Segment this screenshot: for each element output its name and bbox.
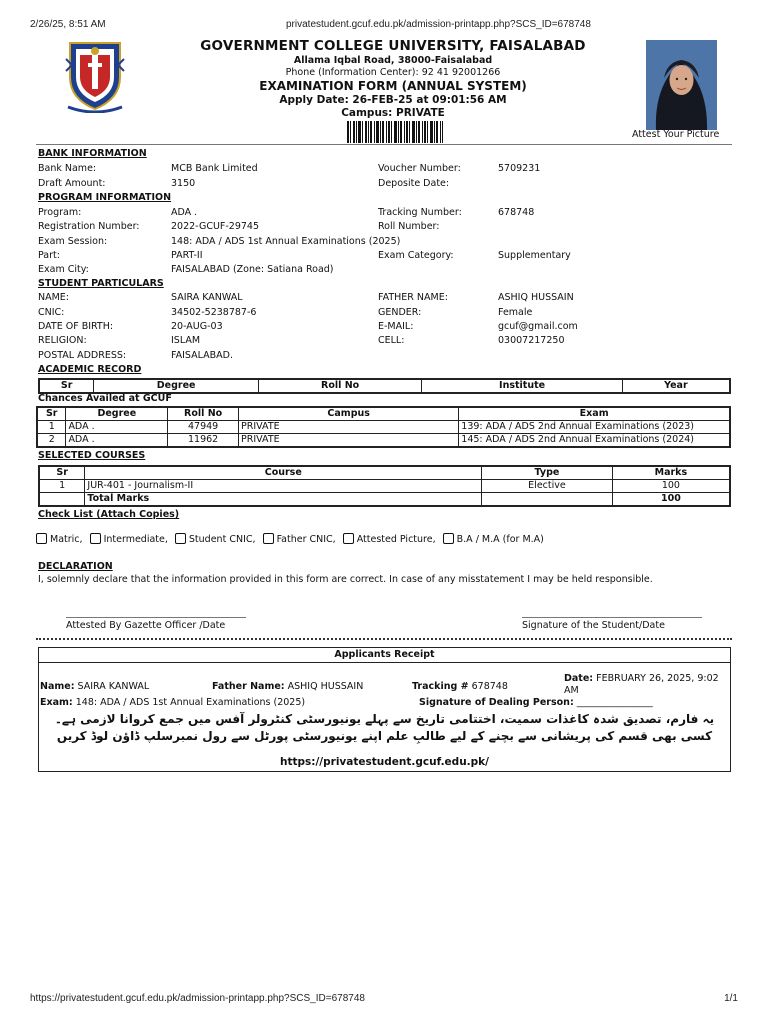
table-header-row <box>39 379 730 393</box>
urdu-instruction-1: یہ فارم، تصدیق شدہ کاغذات سمیت، اختتامی تاریخ سے پہلے یونیورسٹی کنٹرولر آفس میں جمع کروانا لازمی ہے۔ <box>54 712 715 726</box>
cell-roll: 11962 <box>168 434 239 448</box>
portal-url: https://privatestudent.gcuf.edu.pk/ <box>279 756 489 768</box>
chances-title: Chances Availed at GCUF <box>38 393 172 404</box>
draft-amount-label: Draft Amount: <box>38 178 106 189</box>
cut-line <box>36 638 732 640</box>
receipt-title: Applicants Receipt <box>39 648 730 663</box>
draft-amount-value: 3150 <box>171 178 196 189</box>
print-header <box>30 19 738 33</box>
program-info-title: PROGRAM INFORMATION <box>38 192 172 203</box>
exam-category-value: Supplementary <box>498 250 571 261</box>
cell-exam: 139: ADA / ADS 2nd Annual Examinations (2023) <box>459 421 730 434</box>
checklist-item-ba-ma[interactable]: B.A / M.A (for M.A) <box>443 534 544 545</box>
column-header: Exam <box>459 407 730 421</box>
academic-record-title: ACADEMIC RECORD <box>38 364 142 375</box>
print-footer-url: https://privatestudent.gcuf.edu.pk/admission-printapp.php?SCS_ID=678748 <box>30 993 365 1004</box>
program-label: Program: <box>38 207 82 218</box>
deposit-date-label: Deposite Date: <box>378 178 450 189</box>
bank-name-label: Bank Name: <box>38 163 97 174</box>
gender-label: GENDER: <box>378 307 422 318</box>
student-photo-image <box>646 40 717 130</box>
cell-sr: 2 <box>37 434 66 448</box>
selected-courses-title: SELECTED COURSES <box>38 450 146 461</box>
university-name: GOVERNMENT COLLEGE UNIVERSITY, FAISALABAD <box>200 38 586 54</box>
cell-label: CELL: <box>378 335 405 346</box>
university-logo <box>64 37 126 113</box>
checklist-item-student-cnic[interactable]: Student CNIC, <box>175 534 256 545</box>
roll-number-label: Roll Number: <box>378 221 440 232</box>
academic-record-table <box>38 378 731 394</box>
column-header: Degree <box>66 407 168 421</box>
checklist-item-intermediate[interactable]: Intermediate, <box>90 534 168 545</box>
cell-campus: PRIVATE <box>239 434 459 448</box>
student-signature-line <box>522 617 702 618</box>
bank-info-title: BANK INFORMATION <box>38 148 147 159</box>
exam-session-label: Exam Session: <box>38 236 108 247</box>
table-row <box>39 480 730 493</box>
student-name-value: SAIRA KANWAL <box>171 292 243 303</box>
campus: Campus: PRIVATE <box>341 107 445 119</box>
checkbox-icon[interactable] <box>343 533 354 544</box>
tracking-label: Tracking Number: <box>378 207 462 218</box>
header-divider <box>36 144 732 145</box>
dob-value: 20-AUG-03 <box>171 321 223 332</box>
form-title: EXAMINATION FORM (ANNUAL SYSTEM) <box>259 79 527 93</box>
email-value: gcuf@gmail.com <box>498 321 578 332</box>
checklist-title: Check List (Attach Copies) <box>38 509 180 520</box>
apply-date: Apply Date: 26-FEB-25 at 09:01:56 AM <box>279 94 507 106</box>
dob-label: DATE OF BIRTH: <box>38 321 114 332</box>
cell-course: JUR-401 - Journalism-II <box>85 480 482 493</box>
column-header: Roll No <box>258 379 421 393</box>
student-name-label: NAME: <box>38 292 70 303</box>
checklist-item-matric[interactable]: Matric, <box>36 534 83 545</box>
father-name-value: ASHIQ HUSSAIN <box>498 292 574 303</box>
checklist <box>36 533 548 545</box>
table-header-row <box>39 466 730 480</box>
student-signature-label: Signature of the Student/Date <box>522 620 665 631</box>
voucher-label: Voucher Number: <box>378 163 461 174</box>
cell-degree: ADA . <box>66 421 168 434</box>
receipt-tracking: Tracking # 678748 <box>412 681 508 692</box>
checkbox-icon[interactable] <box>90 533 101 544</box>
table-header-row <box>37 407 730 421</box>
barcode <box>347 121 443 143</box>
print-url: privatestudent.gcuf.edu.pk/admission-printapp.php?SCS_ID=678748 <box>286 19 591 30</box>
total-marks-value: 100 <box>612 493 730 507</box>
column-header: Course <box>85 466 482 480</box>
table-row <box>37 421 730 434</box>
religion-value: ISLAM <box>171 335 201 346</box>
postal-address-label: POSTAL ADDRESS: <box>38 350 127 361</box>
column-header: Year <box>622 379 730 393</box>
column-header: Sr <box>39 466 85 480</box>
cell-marks: 100 <box>612 480 730 493</box>
gender-value: Female <box>498 307 533 318</box>
exam-city-value: FAISALABAD (Zone: Satiana Road) <box>171 264 334 275</box>
postal-address-value: FAISALABAD. <box>171 350 233 361</box>
column-header: Sr <box>37 407 66 421</box>
exam-city-label: Exam City: <box>38 264 89 275</box>
photo-caption: Attest Your Picture <box>632 129 720 140</box>
column-header: Campus <box>239 407 459 421</box>
urdu-instruction-2: کسی بھی قسم کی پریشانی سے بچنے کے لیے طالبِ علم اپنے یونیورسٹی پورٹل سے رول نمبرسلپ ڈاؤن لوڈ کریں <box>56 729 713 743</box>
program-value: ADA . <box>171 207 198 218</box>
gazette-signature-label: Attested By Gazette Officer /Date <box>66 620 226 631</box>
receipt-dealing-signature: Signature of Dealing Person: ________________ <box>419 697 653 708</box>
column-header: Marks <box>612 466 730 480</box>
table-row <box>37 434 730 448</box>
student-particulars-title: STUDENT PARTICULARS <box>38 278 164 289</box>
father-name-label: FATHER NAME: <box>378 292 448 303</box>
total-marks-label: Total Marks <box>85 493 482 507</box>
part-label: Part: <box>38 250 60 261</box>
part-value: PART-II <box>171 250 203 261</box>
university-phone: Phone (Information Center): 92 41 92001266 <box>285 67 501 78</box>
cell-type: Elective <box>482 480 613 493</box>
column-header: Sr <box>39 379 94 393</box>
selected-courses-table <box>38 465 731 507</box>
print-datetime: 2/26/25, 8:51 AM <box>30 19 106 30</box>
bank-name-value: MCB Bank Limited <box>171 163 258 174</box>
receipt-date: Date: FEBRUARY 26, 2025, 9:02 AM <box>564 673 719 696</box>
cell-sr: 1 <box>37 421 66 434</box>
cell-campus: PRIVATE <box>239 421 459 434</box>
email-label: E-MAIL: <box>378 321 414 332</box>
print-page-number: 1/1 <box>724 993 738 1004</box>
column-header: Institute <box>422 379 622 393</box>
chances-table <box>36 406 731 448</box>
cnic-value: 34502-5238787-6 <box>171 307 257 318</box>
checkbox-icon[interactable] <box>36 533 47 544</box>
print-footer <box>30 993 738 1007</box>
cell-roll: 47949 <box>168 421 239 434</box>
checkbox-icon[interactable] <box>263 533 274 544</box>
checkbox-icon[interactable] <box>175 533 186 544</box>
exam-session-value: 148: ADA / ADS 1st Annual Examinations (2025) <box>171 236 401 247</box>
column-header: Type <box>482 466 613 480</box>
cell-sr: 1 <box>39 480 85 493</box>
religion-label: RELIGION: <box>38 335 87 346</box>
declaration-title: DECLARATION <box>38 561 113 572</box>
applicants-receipt <box>38 647 731 772</box>
receipt-exam: Exam: 148: ADA / ADS 1st Annual Examinations (2025) <box>40 697 306 708</box>
cell-degree: ADA . <box>66 434 168 448</box>
receipt-father-name: Father Name: ASHIQ HUSSAIN <box>212 681 364 692</box>
column-header: Roll No <box>168 407 239 421</box>
gazette-signature-line <box>66 617 246 618</box>
tracking-value: 678748 <box>498 207 535 218</box>
cell-value: 03007217250 <box>498 335 565 346</box>
registration-value: 2022-GCUF-29745 <box>171 221 260 232</box>
declaration-text: I, solemnly declare that the information provided in this form are correct. In case of any misstatement I may be held responsible. <box>38 574 653 585</box>
receipt-name: Name: SAIRA KANWAL <box>40 681 150 692</box>
student-photo <box>646 40 717 130</box>
cell-exam: 145: ADA / ADS 2nd Annual Examinations (2024) <box>459 434 730 448</box>
voucher-value: 5709231 <box>498 163 541 174</box>
university-address: Allama Iqbal Road, 38000-Faisalabad <box>293 55 493 66</box>
checklist-item-father-cnic[interactable]: Father CNIC, <box>263 534 336 545</box>
checkbox-icon[interactable] <box>443 533 454 544</box>
checklist-item-attested-picture[interactable]: Attested Picture, <box>343 534 436 545</box>
registration-label: Registration Number: <box>38 221 140 232</box>
total-row <box>39 493 730 507</box>
cnic-label: CNIC: <box>38 307 65 318</box>
column-header: Degree <box>94 379 259 393</box>
exam-category-label: Exam Category: <box>378 250 454 261</box>
